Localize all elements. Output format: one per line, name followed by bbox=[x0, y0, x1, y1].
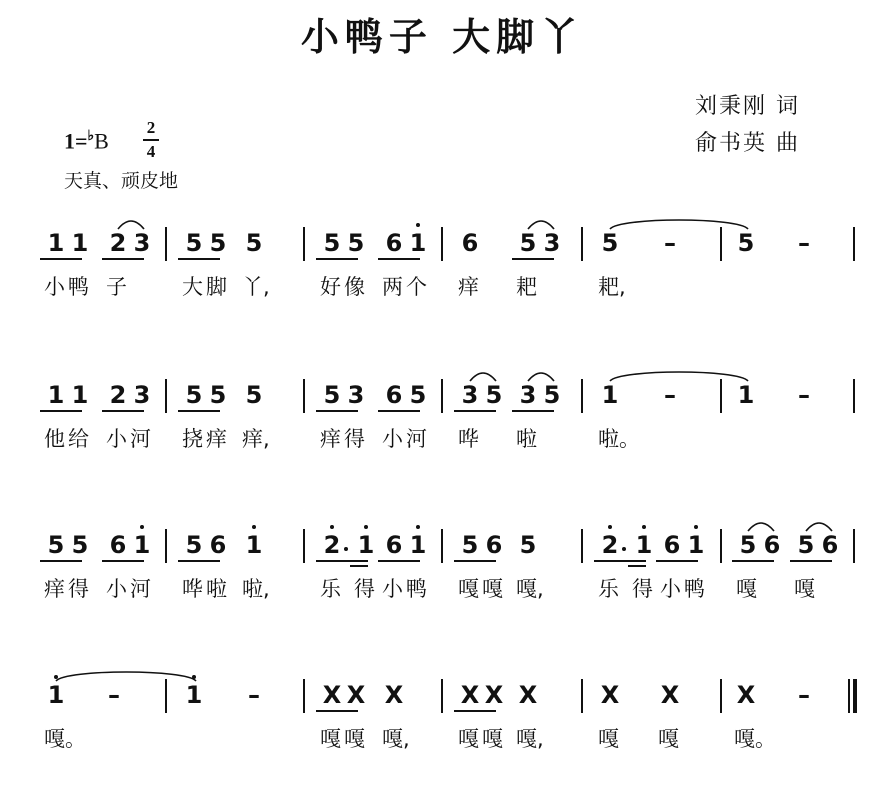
flat-sign: ♭ bbox=[87, 129, 95, 144]
lyric-syllable: 嘎 bbox=[344, 727, 365, 751]
lyric-syllable: 丫, bbox=[242, 275, 270, 299]
note: 5 bbox=[601, 229, 619, 257]
bar-line bbox=[165, 227, 167, 261]
note: 1 bbox=[409, 229, 427, 257]
lyric-syllable: 嘎 bbox=[482, 727, 503, 751]
note: 1 bbox=[737, 381, 755, 409]
bar-line bbox=[165, 529, 167, 563]
dash-extension: – bbox=[798, 681, 810, 709]
eighth-underline bbox=[350, 560, 368, 562]
note: 5 bbox=[185, 229, 203, 257]
eighth-underline bbox=[656, 560, 698, 562]
bar-line bbox=[165, 679, 167, 713]
lyric-syllable: 嘎。 bbox=[734, 727, 776, 751]
eighth-underline bbox=[178, 410, 220, 412]
bar-line bbox=[720, 529, 722, 563]
slur-arc bbox=[470, 373, 496, 381]
note: 6 bbox=[209, 531, 227, 559]
note: 3 bbox=[133, 381, 151, 409]
eighth-underline bbox=[454, 710, 496, 712]
note: 5 bbox=[739, 531, 757, 559]
eighth-underline bbox=[102, 410, 144, 412]
lyric-syllable: 嘎 bbox=[736, 577, 757, 601]
high-octave-dot bbox=[608, 525, 612, 529]
note: 5 bbox=[209, 229, 227, 257]
key-tonic: B bbox=[94, 128, 109, 154]
score-line-1 bbox=[0, 215, 885, 365]
note: 5 bbox=[737, 229, 755, 257]
bar-line bbox=[853, 227, 855, 261]
slur-arc bbox=[806, 523, 832, 531]
note: 5 bbox=[185, 531, 203, 559]
lyric-syllable: 痒 bbox=[320, 427, 341, 451]
bar-line bbox=[303, 227, 305, 261]
lyric-syllable: 河 bbox=[130, 577, 151, 601]
bar-line bbox=[303, 379, 305, 413]
high-octave-dot bbox=[694, 525, 698, 529]
eighth-underline bbox=[40, 410, 82, 412]
dash-extension: – bbox=[664, 381, 676, 409]
dash-extension: – bbox=[108, 681, 120, 709]
dash-extension: – bbox=[248, 681, 260, 709]
lyric-syllable: 鸭 bbox=[68, 275, 89, 299]
note: 3 bbox=[543, 229, 561, 257]
bar-line bbox=[441, 227, 443, 261]
bar-line bbox=[853, 379, 855, 413]
note: 5 bbox=[323, 381, 341, 409]
note: 5 bbox=[543, 381, 561, 409]
eighth-underline bbox=[790, 560, 832, 562]
eighth-underline bbox=[512, 258, 554, 260]
eighth-underline bbox=[378, 258, 420, 260]
lyric-syllable: 嘎。 bbox=[44, 727, 86, 751]
eighth-underline bbox=[732, 560, 774, 562]
note: 6 bbox=[109, 531, 127, 559]
note: 6 bbox=[385, 229, 403, 257]
lyric-syllable: 嘎 bbox=[458, 727, 479, 751]
lyric-syllable: 耙, bbox=[598, 275, 626, 299]
lyric-syllable: 河 bbox=[406, 427, 427, 451]
eighth-underline bbox=[316, 410, 358, 412]
tie-arc bbox=[610, 372, 748, 381]
final-bar-thick bbox=[853, 679, 857, 713]
note: 1 bbox=[245, 531, 263, 559]
eighth-underline bbox=[102, 258, 144, 260]
high-octave-dot bbox=[416, 525, 420, 529]
slur-arc bbox=[528, 221, 554, 229]
note: 5 bbox=[519, 531, 537, 559]
lyric-syllable: 个 bbox=[406, 275, 427, 299]
bar-line bbox=[720, 379, 722, 413]
expression-marking: 天真、顽皮地 bbox=[64, 170, 179, 192]
lyric-syllable: 他 bbox=[44, 427, 65, 451]
note: 1 bbox=[357, 531, 375, 559]
lyric-syllable: 鸭 bbox=[684, 577, 705, 601]
lyric-syllable: 好 bbox=[320, 275, 341, 299]
eighth-underline bbox=[178, 560, 220, 562]
time-numerator: 2 bbox=[146, 118, 156, 137]
note: 3 bbox=[461, 381, 479, 409]
eighth-underline bbox=[316, 258, 358, 260]
note: 3 bbox=[519, 381, 537, 409]
slur-arc bbox=[748, 523, 774, 531]
lyric-syllable: 痒 bbox=[206, 427, 227, 451]
note: 5 bbox=[461, 531, 479, 559]
lyric-syllable: 小 bbox=[106, 577, 127, 601]
eighth-underline bbox=[378, 410, 420, 412]
rhythm-x: X bbox=[518, 681, 538, 709]
lyric-syllable: 小 bbox=[106, 427, 127, 451]
rhythm-x: X bbox=[660, 681, 680, 709]
eighth-underline bbox=[102, 560, 144, 562]
key-signature bbox=[64, 130, 109, 152]
lyric-syllable: 得 bbox=[632, 577, 653, 601]
note: 5 bbox=[347, 229, 365, 257]
eighth-underline bbox=[512, 410, 554, 412]
eighth-underline bbox=[40, 258, 82, 260]
lyric-syllable: 啦, bbox=[242, 577, 270, 601]
note: 5 bbox=[245, 229, 263, 257]
rhythm-x: X bbox=[736, 681, 756, 709]
high-octave-dot bbox=[642, 525, 646, 529]
lyric-syllable: 两 bbox=[382, 275, 403, 299]
note: 5 bbox=[71, 531, 89, 559]
lyric-syllable: 子 bbox=[106, 275, 127, 299]
note: 6 bbox=[763, 531, 781, 559]
lyric-syllable: 啦 bbox=[206, 577, 227, 601]
eighth-underline bbox=[40, 560, 82, 562]
lyric-syllable: 啦。 bbox=[598, 427, 640, 451]
note: 1 bbox=[185, 681, 203, 709]
rhythm-x: X bbox=[346, 681, 366, 709]
high-octave-dot bbox=[416, 223, 420, 227]
note: 6 bbox=[385, 531, 403, 559]
note: 3 bbox=[133, 229, 151, 257]
note: 5 bbox=[209, 381, 227, 409]
note: 5 bbox=[519, 229, 537, 257]
lyric-syllable: 痒, bbox=[242, 427, 270, 451]
high-octave-dot bbox=[364, 525, 368, 529]
lyric-syllable: 痒 bbox=[44, 577, 65, 601]
lyric-syllable: 哗 bbox=[458, 427, 479, 451]
slur-arc bbox=[528, 373, 554, 381]
note: 5 bbox=[185, 381, 203, 409]
song-title: 小鸭子 大脚丫 bbox=[300, 15, 585, 59]
slur-arc bbox=[118, 221, 144, 229]
lyric-syllable: 嘎 bbox=[458, 577, 479, 601]
bar-line bbox=[581, 227, 583, 261]
eighth-underline bbox=[454, 560, 496, 562]
tie-arc bbox=[610, 220, 748, 229]
lyric-syllable: 得 bbox=[354, 577, 375, 601]
lyric-syllable: 脚 bbox=[206, 275, 227, 299]
rhythm-x: X bbox=[600, 681, 620, 709]
augmentation-dot bbox=[344, 547, 348, 551]
eighth-underline bbox=[178, 258, 220, 260]
note: 1 bbox=[601, 381, 619, 409]
dash-extension: – bbox=[798, 229, 810, 257]
augmentation-dot bbox=[622, 547, 626, 551]
bar-line bbox=[441, 379, 443, 413]
lyric-syllable: 小 bbox=[44, 275, 65, 299]
note: 5 bbox=[797, 531, 815, 559]
high-octave-dot bbox=[140, 525, 144, 529]
note: 5 bbox=[409, 381, 427, 409]
lyric-syllable: 小 bbox=[382, 427, 403, 451]
eighth-underline bbox=[316, 710, 358, 712]
note: 2 bbox=[601, 531, 619, 559]
bar-line bbox=[165, 379, 167, 413]
sixteenth-underline bbox=[350, 565, 368, 567]
note: 1 bbox=[47, 681, 65, 709]
bar-line bbox=[441, 679, 443, 713]
note: 5 bbox=[485, 381, 503, 409]
lyric-syllable: 鸭 bbox=[406, 577, 427, 601]
bar-line bbox=[303, 679, 305, 713]
note: 6 bbox=[821, 531, 839, 559]
lyric-syllable: 嘎 bbox=[794, 577, 815, 601]
lyric-syllable: 嘎 bbox=[658, 727, 679, 751]
rhythm-x: X bbox=[384, 681, 404, 709]
lyric-syllable: 小 bbox=[660, 577, 681, 601]
lyric-syllable: 河 bbox=[130, 427, 151, 451]
lyric-syllable: 给 bbox=[68, 427, 89, 451]
note: 1 bbox=[71, 229, 89, 257]
lyric-syllable: 嘎, bbox=[516, 727, 544, 751]
high-octave-dot bbox=[330, 525, 334, 529]
note: 1 bbox=[687, 531, 705, 559]
score-line-2 bbox=[0, 367, 885, 517]
lyric-syllable: 嘎, bbox=[516, 577, 544, 601]
note: 2 bbox=[323, 531, 341, 559]
note: 1 bbox=[47, 229, 65, 257]
note: 5 bbox=[245, 381, 263, 409]
score-line-4 bbox=[0, 667, 885, 807]
lyric-syllable: 嘎 bbox=[482, 577, 503, 601]
high-octave-dot bbox=[252, 525, 256, 529]
eighth-underline bbox=[378, 560, 420, 562]
dash-extension: – bbox=[664, 229, 676, 257]
lyricist-credit: 刘秉刚 词 bbox=[695, 94, 800, 119]
tie-arc bbox=[56, 672, 196, 681]
lyric-syllable: 嘎, bbox=[382, 727, 410, 751]
note: 1 bbox=[133, 531, 151, 559]
lyric-syllable: 大 bbox=[182, 275, 203, 299]
note: 6 bbox=[461, 229, 479, 257]
eighth-underline bbox=[628, 560, 646, 562]
lyric-syllable: 得 bbox=[68, 577, 89, 601]
bar-line bbox=[303, 529, 305, 563]
composer-credit: 俞书英 曲 bbox=[695, 131, 800, 156]
lyric-syllable: 乐 bbox=[320, 577, 341, 601]
high-octave-dot bbox=[54, 675, 58, 679]
time-denominator: 4 bbox=[146, 141, 156, 161]
bar-line bbox=[441, 529, 443, 563]
note: 6 bbox=[385, 381, 403, 409]
note: 1 bbox=[409, 531, 427, 559]
lyric-syllable: 得 bbox=[344, 427, 365, 451]
final-bar-thin bbox=[848, 679, 850, 713]
bar-line bbox=[581, 679, 583, 713]
eighth-underline bbox=[454, 410, 496, 412]
time-signature bbox=[143, 118, 159, 162]
time-fraction-line bbox=[143, 139, 159, 141]
high-octave-dot bbox=[192, 675, 196, 679]
key-prefix: 1= bbox=[64, 128, 88, 154]
note: 2 bbox=[109, 381, 127, 409]
bar-line bbox=[853, 529, 855, 563]
note: 6 bbox=[485, 531, 503, 559]
rhythm-x: X bbox=[322, 681, 342, 709]
note: 5 bbox=[47, 531, 65, 559]
note: 6 bbox=[663, 531, 681, 559]
lyric-syllable: 小 bbox=[382, 577, 403, 601]
score-line-3 bbox=[0, 517, 885, 667]
rhythm-x: X bbox=[460, 681, 480, 709]
rhythm-x: X bbox=[484, 681, 504, 709]
lyric-syllable: 痒 bbox=[458, 275, 479, 299]
lyric-syllable: 像 bbox=[344, 275, 365, 299]
bar-line bbox=[581, 379, 583, 413]
lyric-syllable: 哗 bbox=[182, 577, 203, 601]
lyric-syllable: 耙 bbox=[516, 275, 537, 299]
eighth-underline bbox=[594, 560, 630, 562]
note: 1 bbox=[71, 381, 89, 409]
bar-line bbox=[720, 227, 722, 261]
lyric-syllable: 乐 bbox=[598, 577, 619, 601]
eighth-underline bbox=[316, 560, 352, 562]
note: 1 bbox=[635, 531, 653, 559]
note: 1 bbox=[47, 381, 65, 409]
dash-extension: – bbox=[798, 381, 810, 409]
note: 5 bbox=[323, 229, 341, 257]
bar-line bbox=[581, 529, 583, 563]
lyric-syllable: 嘎 bbox=[598, 727, 619, 751]
note: 2 bbox=[109, 229, 127, 257]
lyric-syllable: 啦 bbox=[516, 427, 537, 451]
lyric-syllable: 嘎 bbox=[320, 727, 341, 751]
sixteenth-underline bbox=[628, 565, 646, 567]
note: 3 bbox=[347, 381, 365, 409]
bar-line bbox=[720, 679, 722, 713]
lyric-syllable: 挠 bbox=[182, 427, 203, 451]
